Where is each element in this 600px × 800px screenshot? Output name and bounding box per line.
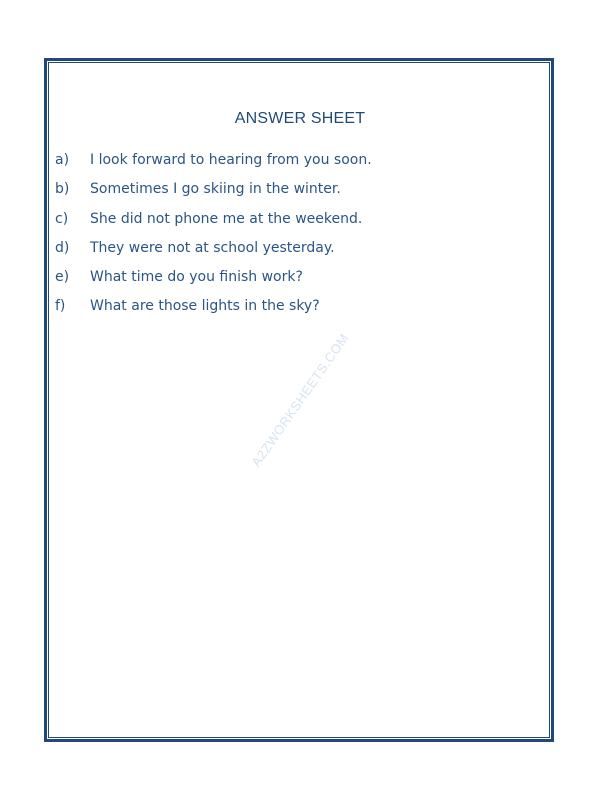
answer-letter: f) [55,298,66,315]
answer-text: Sometimes I go skiing in the winter. [90,181,341,198]
answer-letter: a) [55,152,70,168]
answer-item-f [55,298,372,327]
answer-item-d [55,240,372,269]
answer-text: They were not at school yesterday. [90,239,335,256]
answer-text: I look forward to hearing from you soon. [90,152,372,168]
watermark: A2ZWORKSHEETS.COM [248,330,352,470]
answer-list [55,152,372,328]
answer-text: What time do you finish work? [90,269,303,286]
answer-letter: d) [55,239,70,256]
answer-letter: e) [55,269,70,286]
page-title: ANSWER SHEET [234,110,366,127]
answer-item-e [55,269,372,298]
answer-letter: c) [55,210,69,227]
answer-item-c [55,211,372,240]
answer-text: What are those lights in the sky? [90,298,320,315]
answer-text: She did not phone me at the weekend. [90,210,363,227]
answer-item-a [55,152,372,181]
answer-letter: b) [55,181,70,198]
answer-item-b [55,181,372,210]
